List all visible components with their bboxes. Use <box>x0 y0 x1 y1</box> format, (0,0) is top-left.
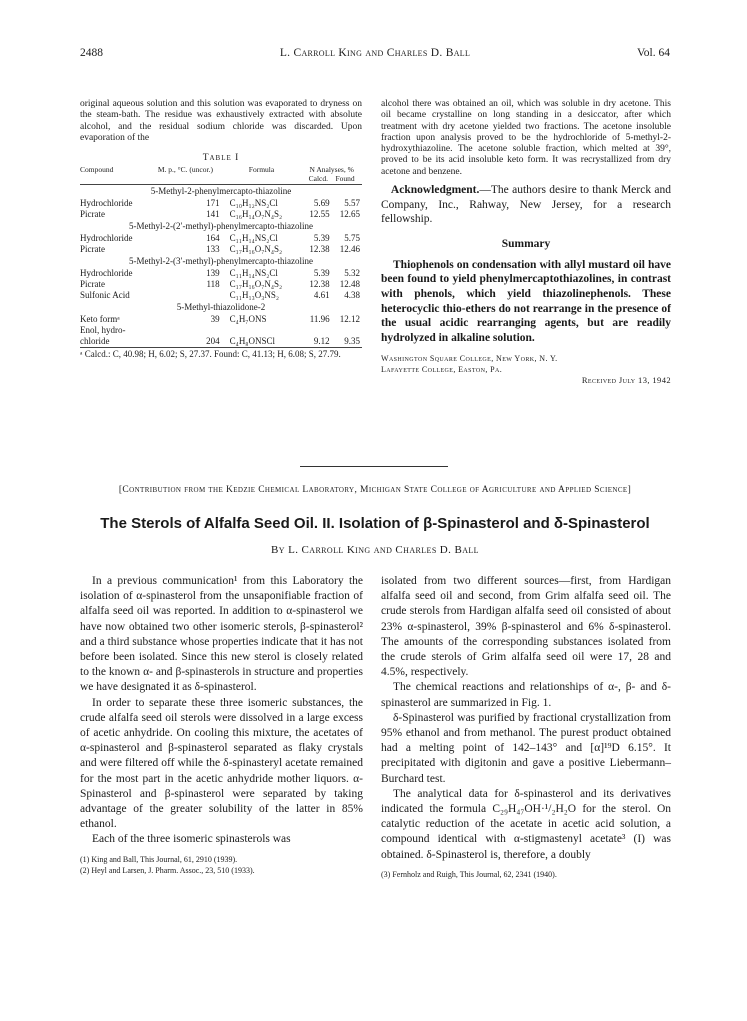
cell-formula: C₁₆H₁₄O₇N₄S₂ <box>229 209 283 220</box>
right-top-paragraph: alcohol there was obtained an oil, which was soluble in dry acetone. This oil became crystalline on long standing in a desiccator, after which treatment with dry acetone yielded two fractions. The acetone insoluble fraction upon analysis proved to be the hydrochloride of 5-methyl-2-hydroxythiazoline. The acetone soluble fraction, which melted at 39°, proved to be its acid insoluble keto form. It was recrystallized from dry acetone and benzene. <box>381 99 671 177</box>
cell-compound: Picrate <box>80 209 105 220</box>
table-header-row <box>80 166 362 185</box>
table-row <box>80 279 362 290</box>
table-section-title <box>80 185 362 198</box>
footnote: (3) Fernholz and Ruigh, This Journal, 62, 2341 (1940). <box>381 869 557 879</box>
page-number: 2488 <box>80 47 103 59</box>
left-footnotes <box>80 854 363 876</box>
cell-compound: Enol, hydro- <box>80 325 126 336</box>
article-paragraph: In order to separate these three isomeric substances, the crude alfalfa seed oil sterols were dissolved in a large excess of acetic anhydride. On cooling this mixture, the acetates of α-spinasterol and β-spinasterol separated as flaky crystals and were filtered off while the δ-spinasteryl acetate remained for the most part in the acetic anhydride mother liquors. α-Spinasterol and β-spinasterol were separated by taking advantage of the greater solubility of the latter in 85% ethanol. <box>80 696 363 831</box>
cell-mp: 171 <box>206 198 220 209</box>
cell-found: 12.46 <box>339 244 360 255</box>
left-top-paragraph: original aqueous solution and this solution was evaporated to dryness on the steam-bath. The residue was exhaustively extracted with absolute alcohol, and the residual sodium chloride was discarded. Upon evaporation of the <box>80 99 362 143</box>
cell-mp: 139 <box>206 268 220 279</box>
header-mp: M. p., °C. (uncor.) <box>157 165 213 175</box>
table-row <box>80 244 362 255</box>
cell-found <box>332 325 362 336</box>
cell-mp: 39 <box>210 314 220 325</box>
article-paragraph: The analytical data for δ-spinasterol and its derivatives indicated the formula C₂₉H₄₇OH·¹/₂H₂O for the sterol. On catalytic reduction of the acetate in acetic acid solution, a compound identical with α-stigmastenyl acetate³ (I) was obtained. δ-Spinasterol is, therefore, a doubly <box>381 787 671 861</box>
cell-compound: Picrate <box>80 244 105 255</box>
header-formula: Formula <box>248 165 275 175</box>
table-section-title <box>80 220 362 233</box>
header-analyses <box>301 166 362 185</box>
running-authors: L. Carroll King and Charles D. Ball <box>279 47 471 59</box>
cell-mp: 164 <box>206 233 220 244</box>
cell-formula: C₁₁H₁₃O₃NS₂ <box>229 290 280 301</box>
table-section-title <box>80 255 362 268</box>
cell-calcd: 9.12 <box>313 336 330 347</box>
right-footnotes <box>381 869 671 880</box>
table-caption: Table I <box>202 153 240 164</box>
cell-formula: C₄H₇ONS <box>229 314 267 325</box>
table-row <box>80 336 362 348</box>
acknowledgment-text: —The authors desire to thank Merck and Company, Inc., Rahway, New Jersey, for a research fellowship. <box>381 184 672 226</box>
cell-calcd: 5.39 <box>313 233 330 244</box>
acknowledgment-heading: Acknowledgment. <box>390 184 480 197</box>
cell-compound: Picrate <box>80 279 105 290</box>
summary-text: Thiophenols on condensation with allyl mustard oil have been found to yield phenylmercaptothiazolines, in contrast with phenols, which yield thiazolinephenols. These heterocyclic thio-ethers do not rearrange in the presence of the usual acidic rearranging agents, but are readily hydrolyzed in alkaline solution. <box>381 258 671 344</box>
cell-found: 9.35 <box>344 336 360 347</box>
table-row <box>80 233 362 244</box>
cell-found: 5.75 <box>344 233 360 244</box>
cell-formula <box>222 325 302 336</box>
summary-heading: Summary <box>501 237 551 250</box>
table-row <box>80 290 362 301</box>
cell-formula: C₄H₈ONSCl <box>229 336 275 347</box>
cell-calcd <box>301 325 331 336</box>
header-calcd: Calcd. <box>308 173 329 183</box>
cell-compound: Hydrochloride <box>80 198 133 209</box>
cell-found: 12.65 <box>339 209 360 220</box>
contribution-line: [Contribution from the Kedzie Chemical Laboratory, Michigan State College of Agriculture and Applied Science] <box>118 485 632 495</box>
address-washington: Washington Square College, New York, N. Y. <box>381 354 558 364</box>
cell-calcd: 12.38 <box>309 244 330 255</box>
address-lafayette: Lafayette College, Easton, Pa. <box>381 365 503 375</box>
cell-compound: chloride <box>80 336 110 347</box>
section-title-cell: 5-Methyl-2-(3′-methyl)-phenylmercapto-thiazoline <box>129 256 313 267</box>
footnote: (2) Heyl and Larsen, J. Pharm. Assoc., 23, 510 (1933). <box>80 865 255 875</box>
article-byline: By L. Carroll King and Charles D. Ball <box>271 544 479 556</box>
table-row <box>80 209 362 220</box>
cell-calcd: 12.55 <box>309 209 330 220</box>
cell-mp: 204 <box>206 336 220 347</box>
cell-formula: C₁₁H₁₄NS₂Cl <box>229 233 278 244</box>
volume-label: Vol. 64 <box>636 47 670 59</box>
cell-mp: 141 <box>206 209 220 220</box>
cell-found: 12.48 <box>339 279 360 290</box>
cell-found: 5.32 <box>344 268 360 279</box>
article-paragraph: The chemical reactions and relationships of α-, β- and δ-spinasterol are summarized in Fig. 1. <box>381 681 671 709</box>
cell-formula: C₁₇H₁₆O₇N₄S₂ <box>229 244 283 255</box>
cell-mp <box>149 290 222 301</box>
cell-mp <box>149 325 222 336</box>
received-date: Received July 13, 1942 <box>581 375 671 386</box>
cell-mp: 133 <box>206 244 220 255</box>
article-paragraph: δ-Spinasterol was purified by fractional crystallization from 95% ethanol and from methanol. The purest product obtained had a melting point of 142–143° and [α]¹⁹D 6.15°. It precipitated with digitonin and gave a positive Liebermann–Burchard test. <box>381 711 671 785</box>
table-footnote: ᵃ Calcd.: C, 40.98; H, 6.02; S, 27.37. Found: C, 41.13; H, 6.08; S, 27.79. <box>80 349 341 360</box>
analysis-table <box>80 166 362 348</box>
header-analyses-label: N Analyses, % <box>309 165 354 175</box>
article-divider <box>300 466 448 467</box>
section-title-cell: 5-Methyl-2-phenylmercapto-thiazoline <box>150 186 292 197</box>
table-row <box>80 268 362 279</box>
header-found: Found <box>335 173 355 183</box>
cell-calcd: 5.69 <box>313 198 330 209</box>
cell-formula: C₁₇H₁₆O₇N₄S₂ <box>229 279 283 290</box>
cell-compound: Keto formᵃ <box>80 314 120 325</box>
cell-formula: C₁₀H₁₂NS₂Cl <box>229 198 278 209</box>
table-row <box>80 325 362 336</box>
article-title: The Sterols of Alfalfa Seed Oil. II. Isolation of β-Spinasterol and δ-Spinasterol <box>100 515 650 532</box>
cell-compound: Sulfonic Acid <box>80 290 130 301</box>
article-left-column <box>80 574 363 876</box>
cell-formula: C₁₁H₁₄NS₂Cl <box>229 268 278 279</box>
cell-compound: Hydrochloride <box>80 233 133 244</box>
cell-calcd: 12.38 <box>309 279 330 290</box>
address-block <box>381 353 671 375</box>
cell-compound: Hydrochloride <box>80 268 133 279</box>
section-title-cell: 5-Methyl-thiazolidone-2 <box>176 302 266 313</box>
left-top-column <box>80 99 362 360</box>
right-top-column <box>381 99 671 387</box>
table-row <box>80 198 362 209</box>
cell-calcd: 4.61 <box>313 290 330 301</box>
table-body <box>80 185 362 348</box>
page-header <box>80 47 670 63</box>
article-paragraph: Each of the three isomeric spinasterols was <box>92 833 291 846</box>
table-section-title <box>80 301 362 314</box>
article-right-column <box>381 574 671 880</box>
table-row <box>80 314 362 325</box>
section-title-cell: 5-Methyl-2-(2′-methyl)-phenylmercapto-thiazoline <box>129 221 313 232</box>
cell-found: 4.38 <box>344 290 360 301</box>
article-paragraph: In a previous communication¹ from this Laboratory the isolation of α-spinasterol from the unsaponifiable fraction of alfalfa seed oil was reported. In addition to α-spinasterol we have now obtained two other isomeric sterols, β-spinasterol² and a third substance whose properties indicate that it has not before been isolated. Since this new sterol is closely related to the known α- and β-spinasterols in structure and properties we have designated it as δ-spinasterol. <box>80 575 363 694</box>
cell-found: 5.57 <box>344 198 360 209</box>
acknowledgment <box>381 183 671 227</box>
cell-calcd: 5.39 <box>313 268 330 279</box>
cell-mp: 118 <box>206 279 220 290</box>
footnote: (1) King and Ball, This Journal, 61, 2910 (1939). <box>80 854 238 864</box>
cell-found: 12.12 <box>339 314 360 325</box>
header-compound: Compound <box>80 165 114 175</box>
cell-calcd: 11.96 <box>309 314 330 325</box>
article-paragraph: isolated from two different sources—first, from Hardigan alfalfa seed oil and second, from Grim alfalfa seed oil. The crude sterols from Hardigan alfalfa seed oil consisted of about 23% α-spinasterol, 39% β-spinasterol and 6% δ-spinasterol. The amounts of the corresponding substances isolated from the crude sterols of Grim alfalfa seed oil were 17, 28 and 4.5%, respectively. <box>381 575 671 679</box>
